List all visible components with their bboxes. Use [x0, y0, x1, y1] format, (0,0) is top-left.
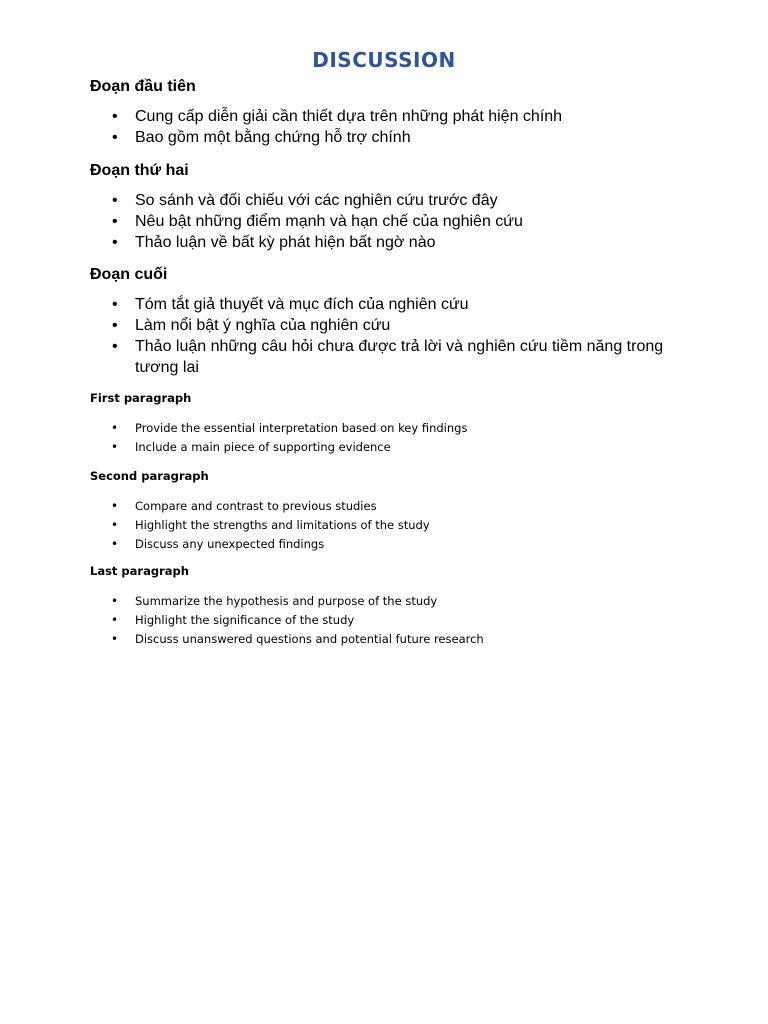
list-item [90, 211, 710, 232]
list-item [90, 419, 710, 438]
section-heading: Second paragraph [90, 469, 209, 483]
bullet-icon: • [112, 129, 118, 146]
list-item [90, 315, 710, 336]
vi-section-first [90, 77, 710, 148]
list-item [90, 497, 710, 516]
section-heading: Đoạn cuối [90, 266, 168, 283]
bullet-icon: • [112, 296, 118, 313]
list-item [90, 190, 710, 211]
list-item [90, 516, 710, 535]
en-section-second [90, 469, 710, 554]
list-item [90, 630, 710, 649]
list-item [90, 535, 710, 554]
en-section-last [90, 564, 710, 649]
vi-section-last [90, 265, 710, 378]
bullet-icon: • [112, 213, 118, 230]
en-section-first [90, 391, 710, 457]
bullet-icon: • [111, 613, 119, 627]
list-item-text: Discuss unanswered questions and potential future research [135, 632, 484, 646]
list-item-text: Highlight the strengths and limitations of the study [135, 518, 430, 532]
bullet-icon: • [111, 632, 119, 646]
list-item [90, 611, 710, 630]
list-item-text: So sánh và đối chiếu với các nghiên cứu trước đây [135, 192, 498, 209]
list-item [90, 336, 710, 378]
section-heading: Last paragraph [90, 564, 189, 578]
bullet-list [90, 190, 710, 253]
section-heading: Đoạn đầu tiên [90, 78, 196, 95]
bullet-icon: • [112, 192, 118, 209]
list-item-text: Highlight the significance of the study [135, 613, 355, 627]
document-title: DISCUSSION [312, 48, 456, 72]
list-item-text: Tóm tắt giả thuyết và mục đích của nghiên cứu [135, 296, 469, 313]
list-item [90, 294, 710, 315]
section-heading: Đoạn thứ hai [90, 162, 189, 179]
list-item [90, 232, 710, 253]
list-item [90, 438, 710, 457]
list-item-text: Thảo luận về bất kỳ phát hiện bất ngờ nào [135, 234, 436, 251]
bullet-icon: • [112, 317, 118, 334]
list-item [90, 592, 710, 611]
bullet-icon: • [112, 234, 118, 251]
list-item-text: Làm nổi bật ý nghĩa của nghiên cứu [135, 317, 391, 334]
bullet-icon: • [112, 338, 118, 355]
list-item-text: Cung cấp diễn giải cần thiết dựa trên những phát hiện chính [135, 108, 563, 125]
list-item-text: Include a main piece of supporting evidence [135, 440, 391, 454]
list-item-text: Compare and contrast to previous studies [135, 499, 377, 513]
bullet-icon: • [112, 108, 118, 125]
bullet-list [90, 419, 710, 457]
list-item-text: Bao gồm một bằng chứng hỗ trợ chính [135, 129, 411, 146]
bullet-list [90, 294, 710, 378]
list-item [90, 106, 710, 127]
bullet-icon: • [111, 594, 119, 608]
list-item-text: Thảo luận những câu hỏi chưa được trả lời và nghiên cứu tiềm năng trong tương lai [135, 338, 664, 376]
bullet-icon: • [111, 440, 119, 454]
bullet-list [90, 497, 710, 554]
vi-section-second [90, 161, 710, 253]
list-item [90, 127, 710, 148]
list-item-text: Nêu bật những điểm mạnh và hạn chế của nghiên cứu [135, 213, 523, 230]
bullet-icon: • [111, 537, 119, 551]
bullet-list [90, 592, 710, 649]
list-item-text: Summarize the hypothesis and purpose of the study [135, 594, 438, 608]
bullet-icon: • [111, 421, 119, 435]
list-item-text: Discuss any unexpected findings [135, 537, 325, 551]
bullet-list [90, 106, 710, 148]
list-item-text: Provide the essential interpretation based on key findings [135, 421, 468, 435]
section-heading: First paragraph [90, 391, 192, 405]
bullet-icon: • [111, 518, 119, 532]
bullet-icon: • [111, 499, 119, 513]
